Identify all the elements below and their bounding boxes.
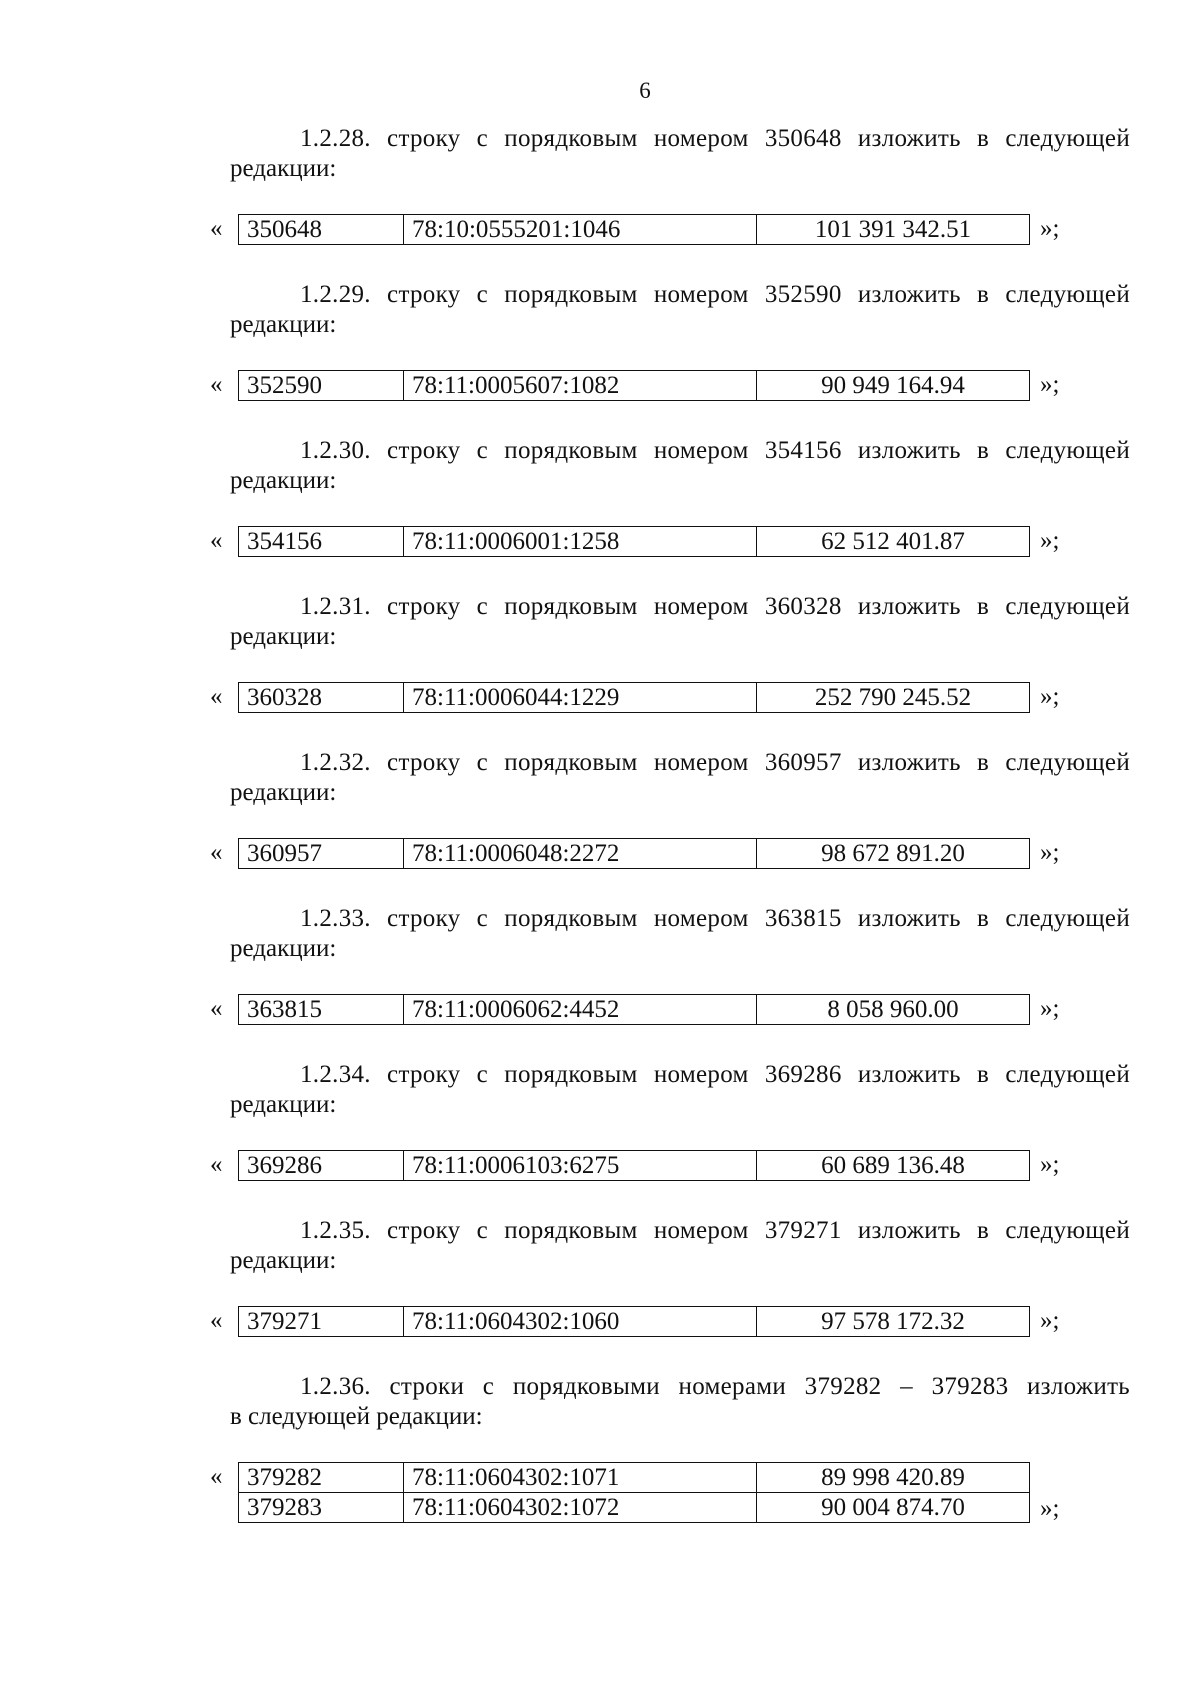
amendment-text: 1.2.29. строку с порядковым номером 352590 изложить в следующей <box>300 281 1130 308</box>
cadastral-value-cell: 90 949 164.94 <box>757 371 1030 401</box>
open-quote: « <box>210 839 223 866</box>
row-number-cell: 379271 <box>239 1307 404 1337</box>
amendment-paragraph <box>230 1060 1130 1120</box>
open-quote: « <box>210 527 223 554</box>
cadastral-value-cell: 98 672 891.20 <box>757 839 1030 869</box>
open-quote: « <box>210 1307 223 1334</box>
cadastral-value-cell: 90 004 874.70 <box>757 1493 1030 1523</box>
cadastral-number-cell: 78:11:0006103:6275 <box>404 1151 757 1181</box>
amendment-paragraph <box>230 748 1130 808</box>
cadastral-number-cell: 78:11:0006001:1258 <box>404 527 757 557</box>
amendment-text-tail: редакции: <box>230 311 337 338</box>
cadastral-value-cell: 101 391 342.51 <box>757 215 1030 245</box>
table-row <box>239 1151 1030 1181</box>
amendment-text: 1.2.28. строку с порядковым номером 350648 изложить в следующей <box>300 125 1130 152</box>
amendment-row-block <box>210 1462 1090 1526</box>
table-row <box>239 1493 1030 1523</box>
amendment-table <box>238 526 1030 557</box>
cadastral-value-cell: 60 689 136.48 <box>757 1151 1030 1181</box>
amendment-text-tail: редакции: <box>230 1091 337 1118</box>
row-number-cell: 360957 <box>239 839 404 869</box>
row-number-cell: 369286 <box>239 1151 404 1181</box>
close-quote: »; <box>1040 1151 1060 1178</box>
amendment-text: 1.2.33. строку с порядковым номером 363815 изложить в следующей <box>300 905 1130 932</box>
row-number-cell: 354156 <box>239 527 404 557</box>
amendment-table <box>238 370 1030 401</box>
amendment-text-tail: редакции: <box>230 779 337 806</box>
amendment-text: 1.2.30. строку с порядковым номером 354156 изложить в следующей <box>300 437 1130 464</box>
close-quote: »; <box>1040 1495 1060 1522</box>
row-number-cell: 360328 <box>239 683 404 713</box>
close-quote: »; <box>1040 215 1060 242</box>
close-quote: »; <box>1040 1307 1060 1334</box>
amendment-text-tail: редакции: <box>230 155 337 182</box>
open-quote: « <box>210 215 223 242</box>
table-row <box>239 527 1030 557</box>
open-quote: « <box>210 1463 223 1490</box>
table-row <box>239 371 1030 401</box>
amendment-paragraph <box>230 280 1130 340</box>
cadastral-number-cell: 78:11:0604302:1060 <box>404 1307 757 1337</box>
row-number-cell: 363815 <box>239 995 404 1025</box>
table-row <box>239 1307 1030 1337</box>
amendment-paragraph <box>230 124 1130 184</box>
close-quote: »; <box>1040 683 1060 710</box>
amendment-text-tail: в следующей редакции: <box>230 1403 483 1430</box>
cadastral-value-cell: 97 578 172.32 <box>757 1307 1030 1337</box>
amendment-paragraph <box>230 436 1130 496</box>
amendment-table <box>238 214 1030 245</box>
close-quote: »; <box>1040 995 1060 1022</box>
cadastral-value-cell: 62 512 401.87 <box>757 527 1030 557</box>
amendment-table <box>238 994 1030 1025</box>
row-number-cell: 379282 <box>239 1463 404 1493</box>
amendment-table <box>238 682 1030 713</box>
amendment-paragraph <box>230 904 1130 964</box>
amendment-text: 1.2.34. строку с порядковым номером 369286 изложить в следующей <box>300 1061 1130 1088</box>
close-quote: »; <box>1040 371 1060 398</box>
table-row <box>239 215 1030 245</box>
amendment-paragraph <box>230 1216 1130 1276</box>
close-quote: »; <box>1040 839 1060 866</box>
cadastral-number-cell: 78:11:0006048:2272 <box>404 839 757 869</box>
open-quote: « <box>210 1151 223 1178</box>
table-row <box>239 1463 1030 1493</box>
table-row <box>239 683 1030 713</box>
amendment-text: 1.2.36. строки с порядковыми номерами 379282 – 379283 изложить <box>300 1373 1130 1400</box>
cadastral-number-cell: 78:11:0006044:1229 <box>404 683 757 713</box>
close-quote: »; <box>1040 527 1060 554</box>
amendment-table <box>238 1306 1030 1337</box>
amendment-text-tail: редакции: <box>230 1247 337 1274</box>
open-quote: « <box>210 371 223 398</box>
amendment-text-tail: редакции: <box>230 467 337 494</box>
amendment-text: 1.2.32. строку с порядковым номером 360957 изложить в следующей <box>300 749 1130 776</box>
amendment-text: 1.2.31. строку с порядковым номером 360328 изложить в следующей <box>300 593 1130 620</box>
cadastral-number-cell: 78:11:0006062:4452 <box>404 995 757 1025</box>
amendment-table <box>238 1462 1030 1523</box>
amendment-table <box>238 838 1030 869</box>
amendment-text-tail: редакции: <box>230 623 337 650</box>
amendment-text: 1.2.35. строку с порядковым номером 379271 изложить в следующей <box>300 1217 1130 1244</box>
amendment-text-tail: редакции: <box>230 935 337 962</box>
cadastral-value-cell: 252 790 245.52 <box>757 683 1030 713</box>
page-number: 6 <box>639 78 651 103</box>
row-number-cell: 350648 <box>239 215 404 245</box>
row-number-cell: 352590 <box>239 371 404 401</box>
open-quote: « <box>210 995 223 1022</box>
cadastral-value-cell: 8 058 960.00 <box>757 995 1030 1025</box>
cadastral-number-cell: 78:11:0604302:1072 <box>404 1493 757 1523</box>
cadastral-value-cell: 89 998 420.89 <box>757 1463 1030 1493</box>
amendment-table <box>238 1150 1030 1181</box>
cadastral-number-cell: 78:11:0005607:1082 <box>404 371 757 401</box>
table-row <box>239 995 1030 1025</box>
row-number-cell: 379283 <box>239 1493 404 1523</box>
amendment-paragraph <box>230 1372 1130 1432</box>
amendment-paragraph <box>230 592 1130 652</box>
cadastral-number-cell: 78:11:0604302:1071 <box>404 1463 757 1493</box>
table-row <box>239 839 1030 869</box>
open-quote: « <box>210 683 223 710</box>
cadastral-number-cell: 78:10:0555201:1046 <box>404 215 757 245</box>
